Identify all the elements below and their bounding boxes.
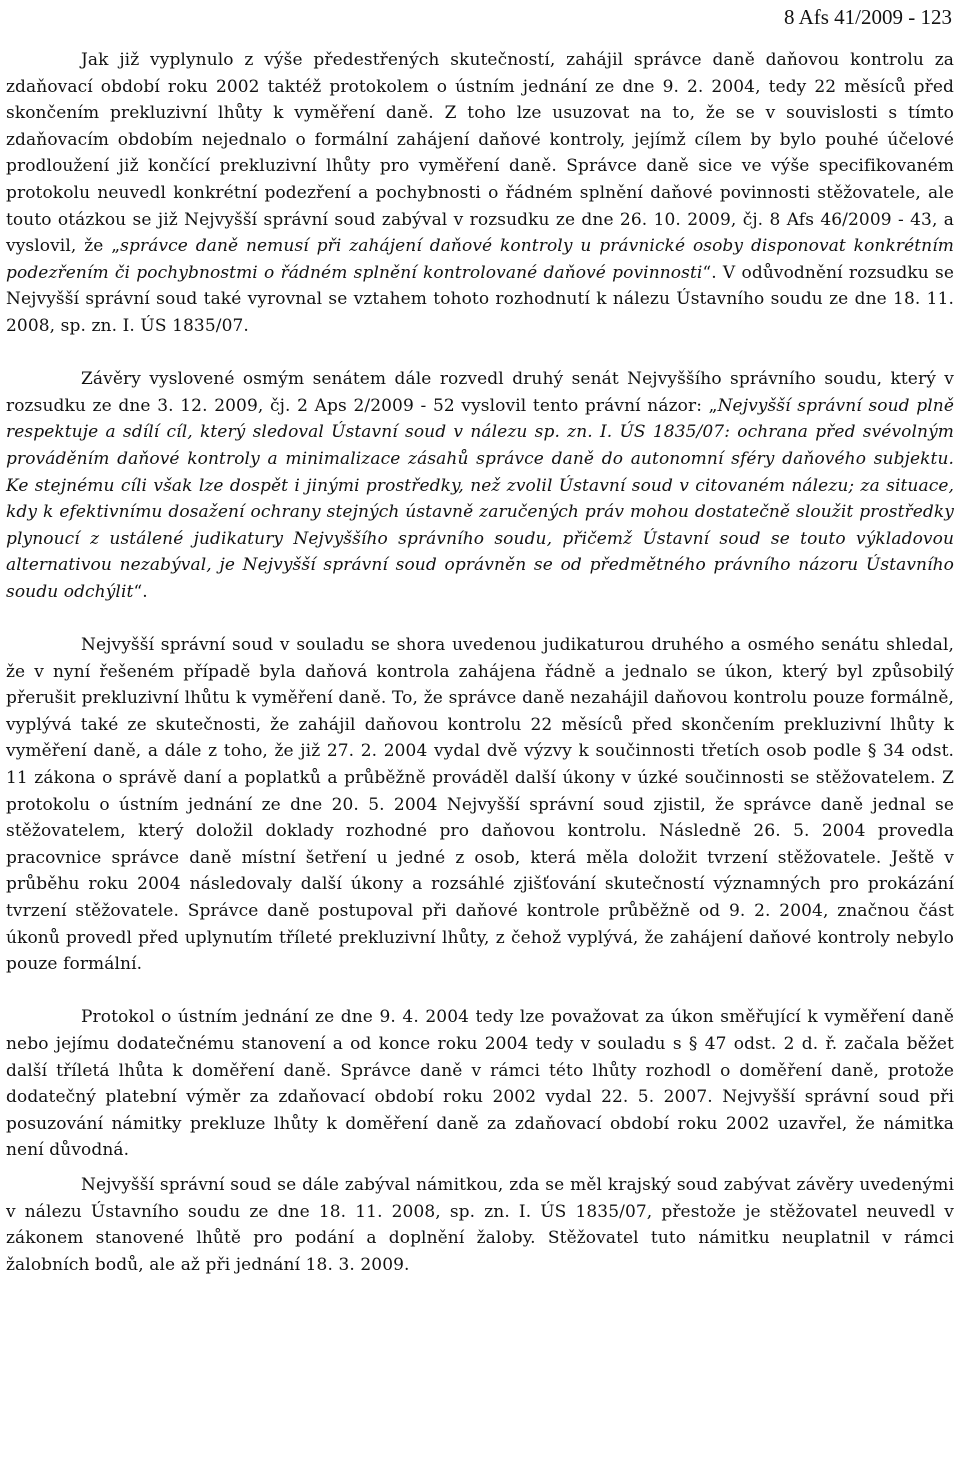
paragraph-3-text: Nejvyšší správní soud v souladu se shora uvedenou judikaturou druhého a osmého senátu shledal, že v nyní řešeném případě byla daňová kontrola zahájena řádně a jednalo se úkon, který byl způsobilý přerušit prekluzivní lhůtu k vyměření daně. To, že správce daně nezahájil daňovou kontrolu pouze formálně, vyplývá také ze skutečnosti, že zahájil daňovou kontrolu 22 měsíců před skončením prekluzivní lhůty k vyměření daně, a dále z toho, že již 27. 2. 2004 vydal dvě výzvy k součinnosti třetích osob podle § 34 odst. 11 zákona o správě daní a poplatků a průběžně prováděl další úkony v úzké součinnosti se stěžovatelem. Z protokolu o ústním jednání ze dne 20. 5. 2004 Nejvyšší správní soud zjistil, že správce daně jednal se stěžovatelem, který doložil doklady rozhodné pro daňovou kontrolu. Následně 26. 5. 2004 provedla pracovnice správce daně místní šetření u jedné z osob, která měla doložit tvrzení stěžovatele. Ještě v průběhu roku 2004 následovaly další úkony a rozsáhlé zjišťování skutečností významných pro prokázání tvrzení stěžovatele. Správce daně postupoval při daňové kontrole průběžně od 9. 2. 2004, značnou část úkonů provedl před uplynutím tříleté prekluzivní lhůty, z čehož vyplývá, že zahájení daňové kontroly nebylo pouze formální. (6, 635, 954, 975)
paragraph-2-text-end: “. (133, 581, 148, 602)
paragraph-2-text: Závěry vyslovené osmým senátem dále rozvedl druhý senát Nejvyššího správního soudu, který v rozsudku ze dne 3. 12. 2009, čj. 2 Aps 2/2009 - 52 vyslovil tento právní názor: „ (6, 369, 954, 416)
paragraph-5-text: Nejvyšší správní soud se dále zabýval námitkou, zda se měl krajský soud zabývat závěry uvedenými v nálezu Ústavního soudu ze dne 18. 11. 2008, sp. zn. I. ÚS 1835/07, přestože je stěžovatel neuvedl v zákonem stanovené lhůtě pro podání a doplnění žaloby. Stěžovatel tuto námitku neuplatnil v rámci žalobních bodů, ale až při jednání 18. 3. 2009. (6, 1174, 954, 1275)
case-number: 8 Afs 41/2009 - 123 (784, 5, 952, 29)
paragraph-1 (6, 47, 954, 340)
paragraph-2 (6, 366, 954, 605)
paragraph-1-quote: správce daně nemusí při zahájení daňové kontroly u právnické osoby disponovat konkrétním podezřením či pochybnostmi o řádném splnění kontrolované daňové povinnosti (6, 236, 954, 283)
paragraph-3 (6, 632, 954, 978)
document-body (6, 47, 954, 1278)
paragraph-5 (6, 1172, 954, 1278)
paragraph-2-quote: Nejvyšší správní soud plně respektuje a sdílí cíl, který sledoval Ústavní soud v nálezu sp. zn. I. ÚS 1835/07: ochrana před svévolným prováděním daňové kontroly a minimalizace zásahů správce daně do autonomní sféry daňového subjektu. Ke stejnému cíli však lze dospět i jinými prostředky, než zvolil Ústavní soud v citovaném nálezu; za situace, kdy k efektivnímu dosažení ochrany stejných ústavně zaručených práv mohou dostatečně sloužit prostředky plynoucí z ustálené judikatury Nejvyššího správního soudu, přičemž Ústavní soud se touto výkladovou alternativou nezabýval, je Nejvyšší správní soud oprávněn se od předmětného právního názoru Ústavního soudu odchýlit (6, 395, 955, 602)
paragraph-4-text: Protokol o ústním jednání ze dne 9. 4. 2004 tedy lze považovat za úkon směřující k vyměření daně nebo jejímu dodatečnému stanovení a od konce roku 2004 tedy v souladu s § 47 odst. 2 d. ř. začala běžet další tříletá lhůta k doměření daně. Správce daně v rámci této lhůty rozhodl o doměření daně, protože dodatečný platební výměr za zdaňovací období roku 2002 vydal 22. 5. 2007. Nejvyšší správní soud při posuzování námitky prekluze lhůty k doměření daně za zdaňovací období roku 2002 uzavřel, že námitka není důvodná. (6, 1007, 954, 1161)
paragraph-1-text: Jak již vyplynulo z výše předestřených skutečností, zahájil správce daně daňovou kontrolu za zdaňovací období roku 2002 taktéž protokolem o ústním jednání ze dne 9. 2. 2004, tedy 22 měsíců před skončením prekluzivní lhůty k vyměření daně. Z toho lze usuzovat na to, že se v souvislosti s tímto zdaňovacím obdobím nejednalo o formální zahájení daňové kontroly, jejímž cílem by bylo pouhé účelové prodloužení již končící prekluzivní lhůty pro vyměření daně. Správce daně sice ve výše specifikovaném protokolu neuvedl konkrétní podezření a pochybnosti o řádném splnění daňové povinnosti stěžovatele, ale touto otázkou se již Nejvyšší správní soud zabýval v rozsudku ze dne 26. 10. 2009, čj. 8 Afs 46/2009 - 43, a vyslovil, že „ (6, 50, 954, 257)
paragraph-4 (6, 1004, 954, 1164)
paragraph-1-text-end: “. V odůvodnění rozsudku se Nejvyšší správní soud také vyrovnal se vztahem tohoto rozhodnutí k nálezu Ústavního soudu ze dne 18. 11. 2008, sp. zn. I. ÚS 1835/07. (6, 262, 954, 336)
